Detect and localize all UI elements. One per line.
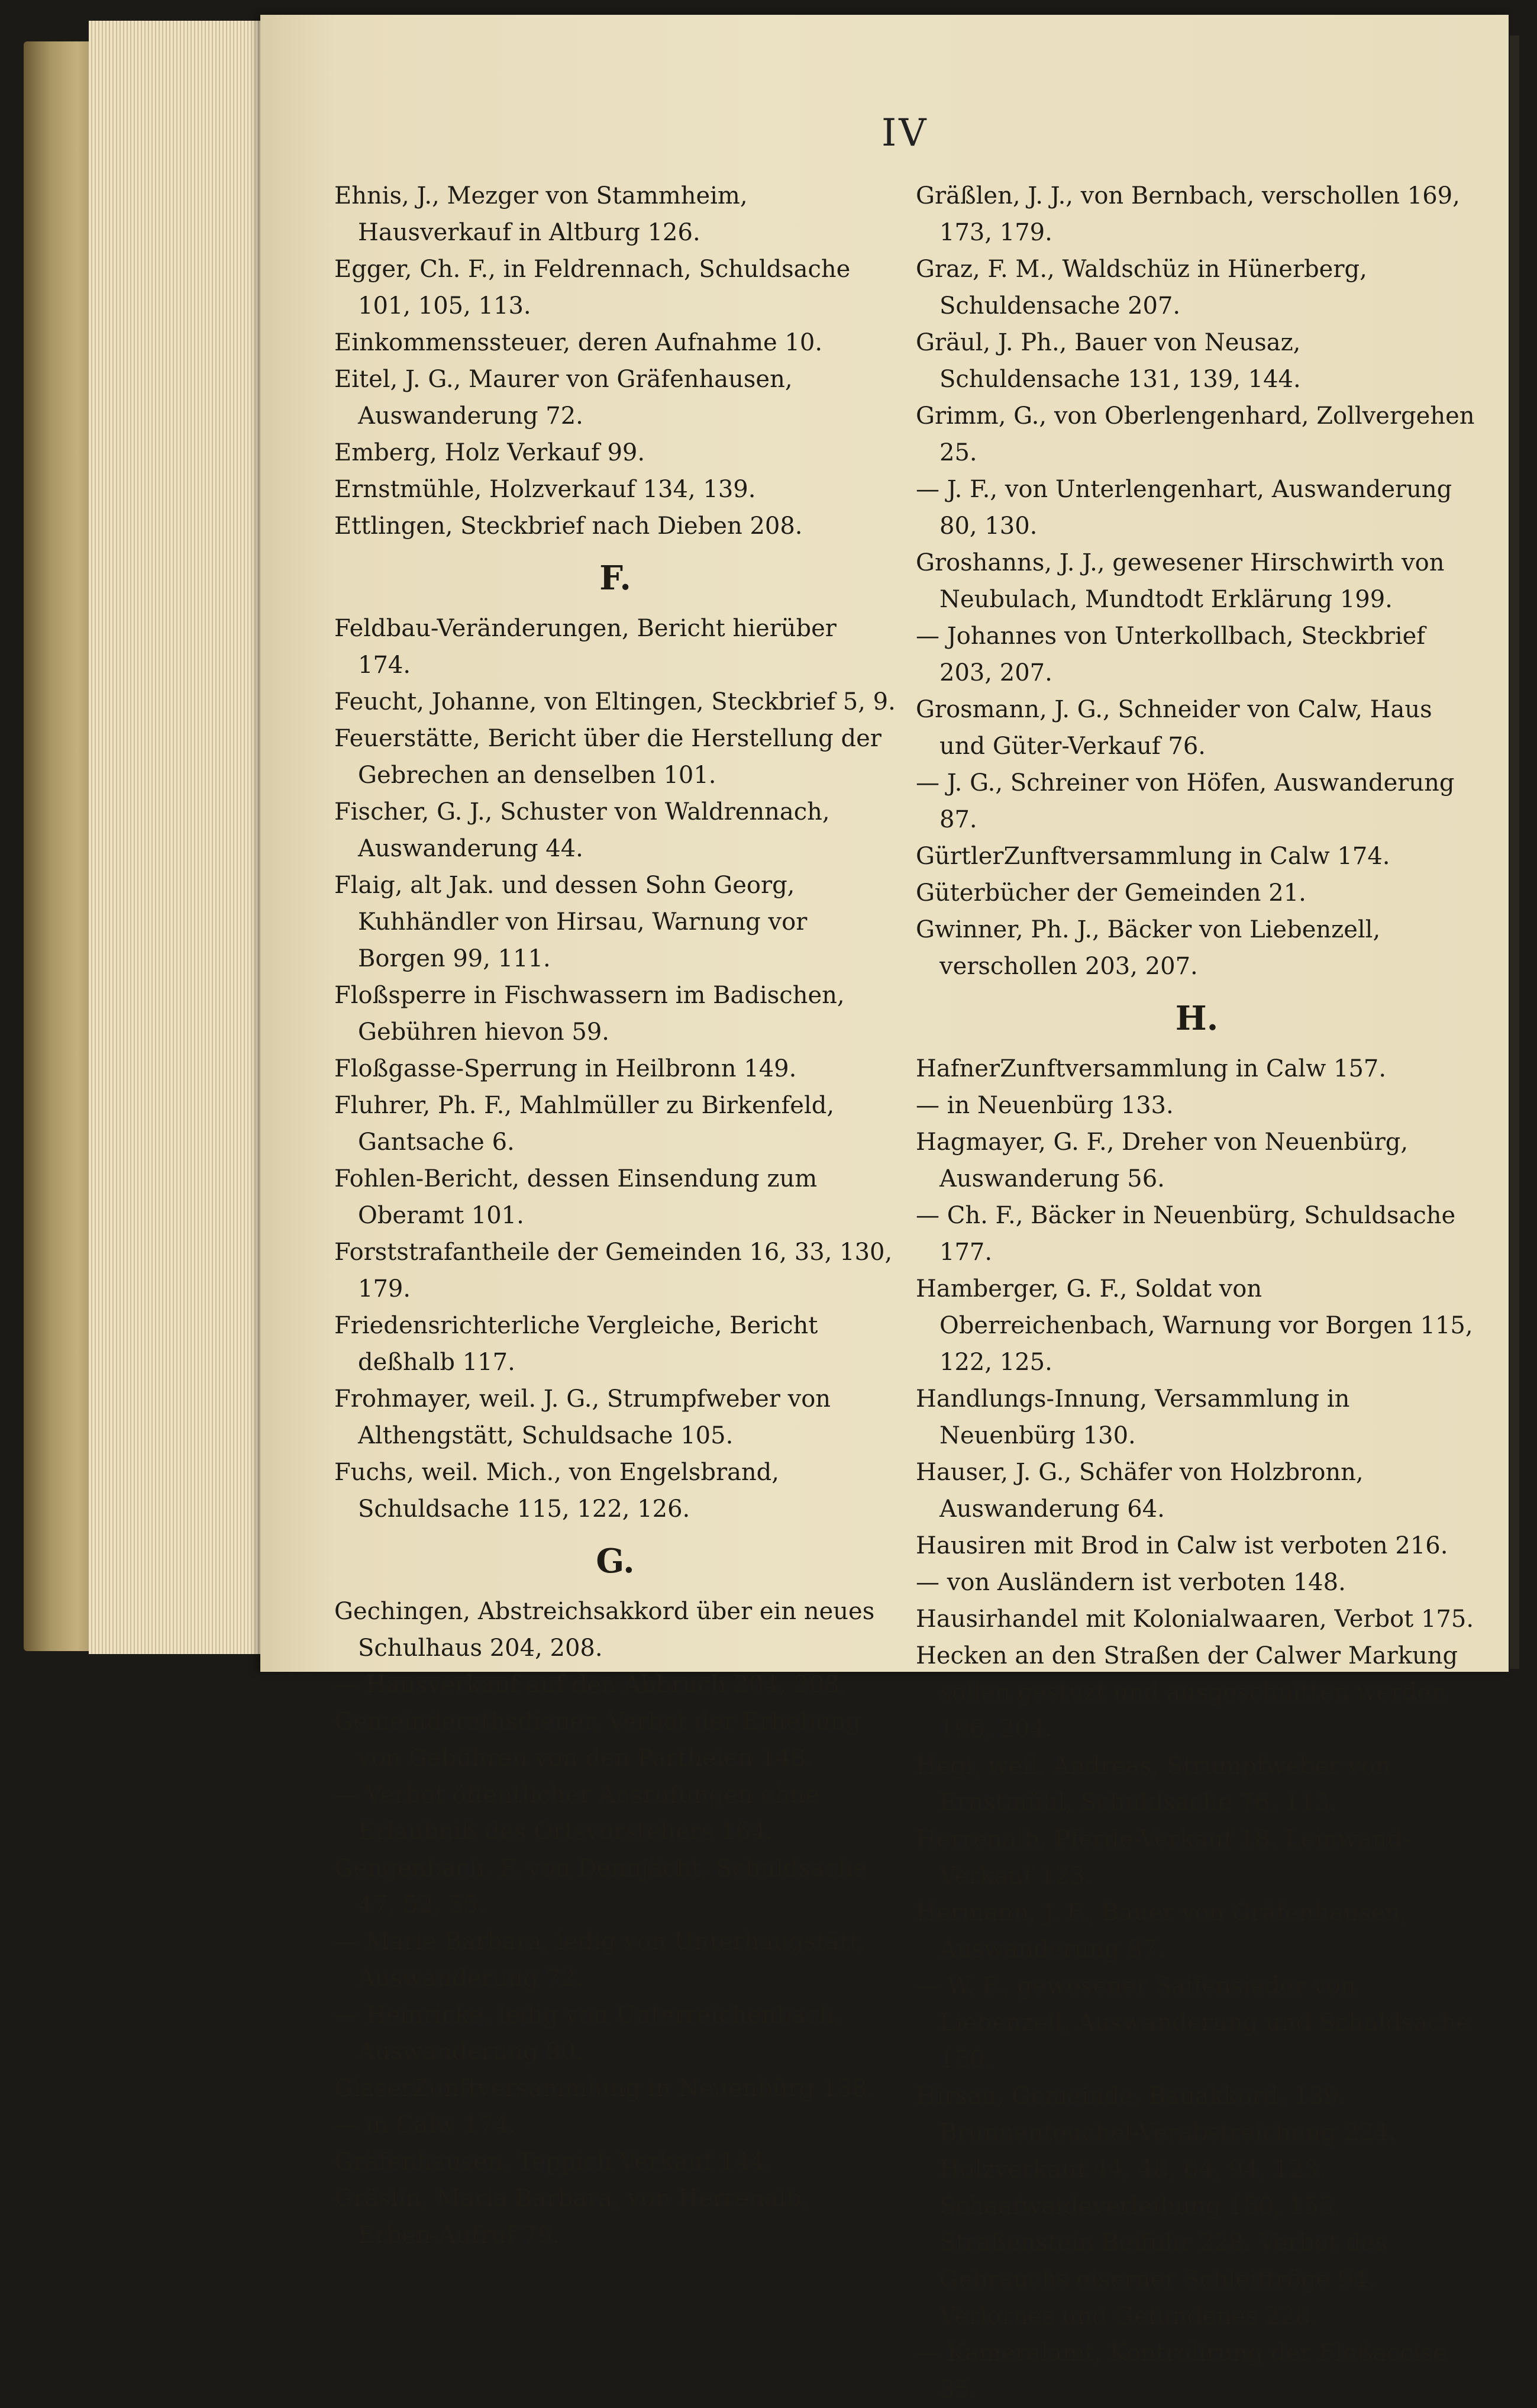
index-entry: Grimm, G., von Oberlengenhard, Zollvergehen 25. (916, 402, 1475, 466)
index-entry: Gengenbach, F. von Dennjächt, Schuldsache 47, 52, 55. (334, 1854, 867, 1919)
index-entry: Hauser, J. G., Schäfer von Holzbronn, Auswanderung 64. (916, 1458, 1364, 1523)
index-entry: Hirsau, Gemeinde, Bauakkord, 139. Brunnenteuchel-Verabstreichung 224. Holzverkauf 44, 48, 64, 94, 123. Schaafwaideverleihung 150, 155. Straßenstein Beifuhr 228. Verbot des Gebrauchs eiserner Schleiftröge 94. Verlornes und Gefundenes 228. (916, 2082, 1397, 2330)
index-entry: HafnerZunftversammlung in Calw 157. (916, 1055, 1387, 1082)
index-entry: Fuchs, weil. Mich., von Engelsbrand, Schuldsache 115, 122, 126. (334, 1458, 779, 1523)
section-letter: G. (596, 1541, 635, 1581)
index-entry: — in Calw 174. (334, 2111, 516, 2139)
index-entry: Hausiren mit Brod in Calw ist verboten 216. (916, 1532, 1448, 1559)
index-entry: — J. G., Schreiner von Höfen, Auswanderung 87. (916, 769, 1455, 833)
index-entry: Hermann, J. F., Bauer von Gräfenhausen, Auswanderung 87. (916, 1898, 1408, 1963)
index-entry: Hausirhandel mit Kolonialwaaren, Verbot 175. (916, 1605, 1474, 1633)
index-entry: Gräfenhausen, Teppich Verkauf 144. (334, 2148, 773, 2175)
index-entry: Feuerstätte, Bericht über die Herstellung der Gebrechen an denselben 101. (334, 724, 881, 789)
index-entry: Gechingen, Abstreichsakkord über ein neues Schulhaus 204, 208. (334, 1597, 875, 1662)
index-entry: Friedensrichterliche Vergleiche, Bericht deßhalb 117. (334, 1311, 818, 1376)
index-entry: Hegi, weil. Andreas, Strumpfweber von Ernstmühl, Schuldsache 76, 113. (916, 1752, 1391, 1816)
index-entry: — Johannes von Unterkollbach, Steckbrief 203, 207. (916, 623, 1426, 686)
index-column-right (916, 178, 1478, 2408)
index-entry: — W. F., gewesener Saifensieder von Liebenzell, Auswanderung und Schuldsache 150. (916, 1972, 1470, 2073)
index-entry: Hecken an den Straßen der Calwer Markung sollen gestuzt und ausgeschnitten werden 196, 204. (916, 1642, 1458, 1743)
index-entry: — in Neuenbürg 133. (916, 1091, 1174, 1119)
index-entry: Frohmayer, weil. J. G., Strumpfweber von Althengstätt, Schuldsache 105. (334, 1385, 831, 1449)
index-entry: Ettlingen, Steckbrief nach Dieben 208. (334, 512, 803, 540)
page-number: IV (881, 111, 929, 155)
index-entry: Feucht, Johanne, von Eltingen, Steckbrief 5, 9. (334, 688, 896, 715)
index-entry: Floßgasse-Sperrung in Heilbronn 149. (334, 1055, 797, 1082)
index-column-left (334, 178, 896, 2254)
index-entry: Emberg, Holz Verkauf 99. (334, 439, 645, 466)
index-entry: Hagmayer, G. F., Dreher von Neuenbürg, Auswanderung 56. (916, 1128, 1409, 1192)
index-entry: — Heinricke, ledig von Unterreichenbach, Auswanderung 80. (334, 2001, 842, 2065)
index-entry: — Marie Barbara, ledig von Unterhaugstätt, Auswanderung 72. (334, 1927, 867, 1992)
index-entry: Einkommenssteuer, deren Aufnahme 10. (334, 329, 823, 356)
section-letter: H. (1175, 999, 1219, 1038)
book-edge-right (1510, 36, 1519, 1669)
index-entry: GlaserZunftversammlung in Neuenbürg 138. (334, 2074, 875, 2102)
index-entry: Fluhrer, Ph. F., Mahlmüller zu Birkenfeld, Gantsache 6. (334, 1091, 835, 1156)
index-entry: Flaig, alt Jak. und dessen Sohn Georg, Kuhhändler von Hirsau, Warnung vor Borgen 99, 111. (334, 871, 808, 972)
index-entry: Gräßlen, J. J., von Bernbach, verschollen 169, 173, 179. (916, 182, 1460, 246)
index-entry: — von Ausländern ist verboten 148. (916, 1568, 1346, 1596)
index-entry: Gemeinderathsdiener, Verbot der Erhebung von Gebühren von den Partheien 148. (334, 1707, 861, 1772)
index-entry: Feldbau-Veränderungen, Bericht hierüber 174. (334, 614, 837, 679)
index-entry: GürtlerZunftversammlung in Calw 174. (916, 843, 1390, 870)
index-entry: Ernstmühle, Holzverkauf 134, 139. (334, 476, 756, 503)
section-letter: F. (599, 559, 631, 598)
page-stack (89, 21, 266, 1654)
index-entry: Herrenalb, Pferde-Verkauf 18. Leinwand-Verkauf 123. (916, 1825, 1410, 1890)
index-entry: — Verbot öffentlicher Ausrufungen ohne Erlaubniß des Ortsvorstehers 164. (334, 1781, 819, 1845)
index-entry: Fischer, G. J., Schuster von Waldrennach, Auswanderung 44. (334, 798, 830, 862)
index-entry: Graz, F. M., Waldschüz in Hünerberg, Schuldensache 207. (916, 256, 1367, 320)
index-entry: Gräslin, Maria Barbara, von Herrenalb, Erben-Aufruf 79. (334, 2184, 809, 2249)
index-entry: Eitel, J. G., Maurer von Gräfenhausen, Auswanderung 72. (334, 366, 793, 430)
index-entry: Hamberger, G. F., Soldat von Oberreichenbach, Warnung vor Borgen 115, 122, 125. (916, 1275, 1473, 1376)
index-entry: Fohlen-Bericht, dessen Einsendung zum Oberamt 101. (334, 1165, 818, 1229)
index-entry: Gwinner, Ph. J., Bäcker von Liebenzell, verschollen 203, 207. (916, 916, 1381, 980)
index-entry: Ehnis, J., Mezger von Stammheim, Hausverkauf in Altburg 126. (334, 182, 748, 246)
index-entry: — Ch. F., Bäcker in Neuenbürg, Schuldsache 177. (916, 1201, 1456, 1266)
index-entry: Groshanns, J. J., gewesener Hirschwirth von Neubulach, Mundtodt Erklärung 199. (916, 549, 1445, 613)
index-entry: Güterbücher der Gemeinden 21. (916, 879, 1306, 907)
index-entry: Forststrafantheile der Gemeinden 16, 33, 130, 179. (334, 1238, 893, 1303)
index-entry: Egger, Ch. F., in Feldrennach, Schuldsache 101, 105, 113. (334, 256, 851, 320)
index-entry: Gräul, J. Ph., Bauer von Neusaz, Schuldensache 131, 139, 144. (916, 329, 1301, 393)
index-entry: — J. F., von Unterlengenhart, Auswanderung 80, 130. (916, 476, 1452, 540)
index-entry: Grosmann, J. G., Schneider von Calw, Haus und Güter-Verkauf 76. (916, 696, 1432, 760)
index-entry: Floßsperre in Fischwassern im Badischen, Gebühren hievon 59. (334, 981, 845, 1046)
index-entry: Handlungs-Innung, Versammlung in Neuenbürg 130. (916, 1385, 1350, 1449)
index-entry: — Hausverkauf auf den Abbruch 204, 208. (334, 1671, 847, 1698)
index-entry: — Kameralamt, Kontrolirung der Floßaccise 35. (916, 2339, 1447, 2403)
